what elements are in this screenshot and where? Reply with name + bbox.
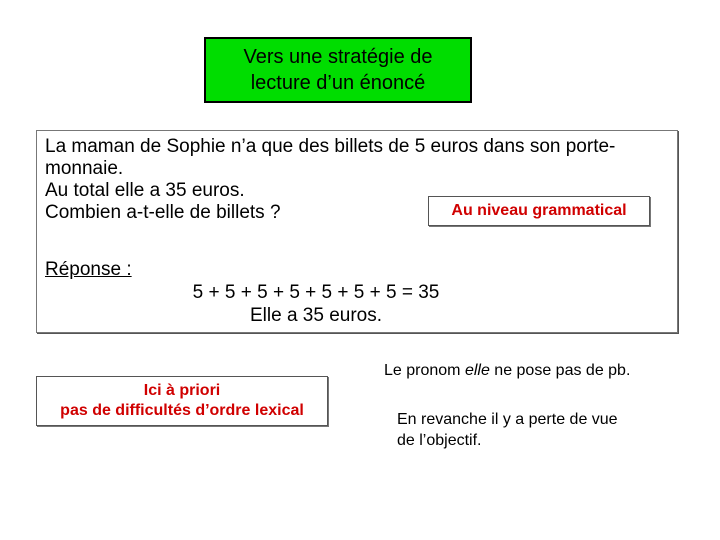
answer-label: Réponse :: [45, 259, 132, 280]
objective-note: [397, 409, 677, 451]
pronoun-note: [384, 360, 630, 381]
lexical-line-2: pas de difficultés d’ordre lexical: [60, 402, 304, 419]
result-sentence: Elle a 35 euros.: [249, 305, 383, 326]
problem-line-3: Au total elle a 35 euros.: [45, 180, 245, 201]
lexical-level-box: [36, 376, 328, 426]
problem-statement-box: [36, 130, 678, 333]
problem-line-1: La maman de Sophie n’a que des billets de 5 euros dans son porte-: [45, 136, 616, 157]
lexical-line-1: Ici à priori: [143, 382, 221, 399]
pronoun-note-after: ne pose pas de pb.: [489, 362, 631, 379]
title-line-2: lecture d’un énoncé: [250, 72, 426, 94]
pronoun-note-emphasis: elle: [464, 362, 490, 379]
objective-note-line-1: En revanche il y a perte de vue: [397, 411, 618, 428]
pronoun-note-before: Le pronom: [384, 362, 465, 379]
objective-note-line-2: de l’objectif.: [397, 432, 482, 449]
slide-title: [204, 37, 472, 103]
grammatical-level-label: Au niveau grammatical: [428, 196, 650, 226]
problem-question: Combien a-t-elle de billets ?: [45, 202, 281, 223]
title-line-1: Vers une stratégie de: [243, 46, 433, 68]
calculation: 5 + 5 + 5 + 5 + 5 + 5 + 5 = 35: [192, 282, 440, 303]
problem-line-2: monnaie.: [45, 158, 124, 179]
